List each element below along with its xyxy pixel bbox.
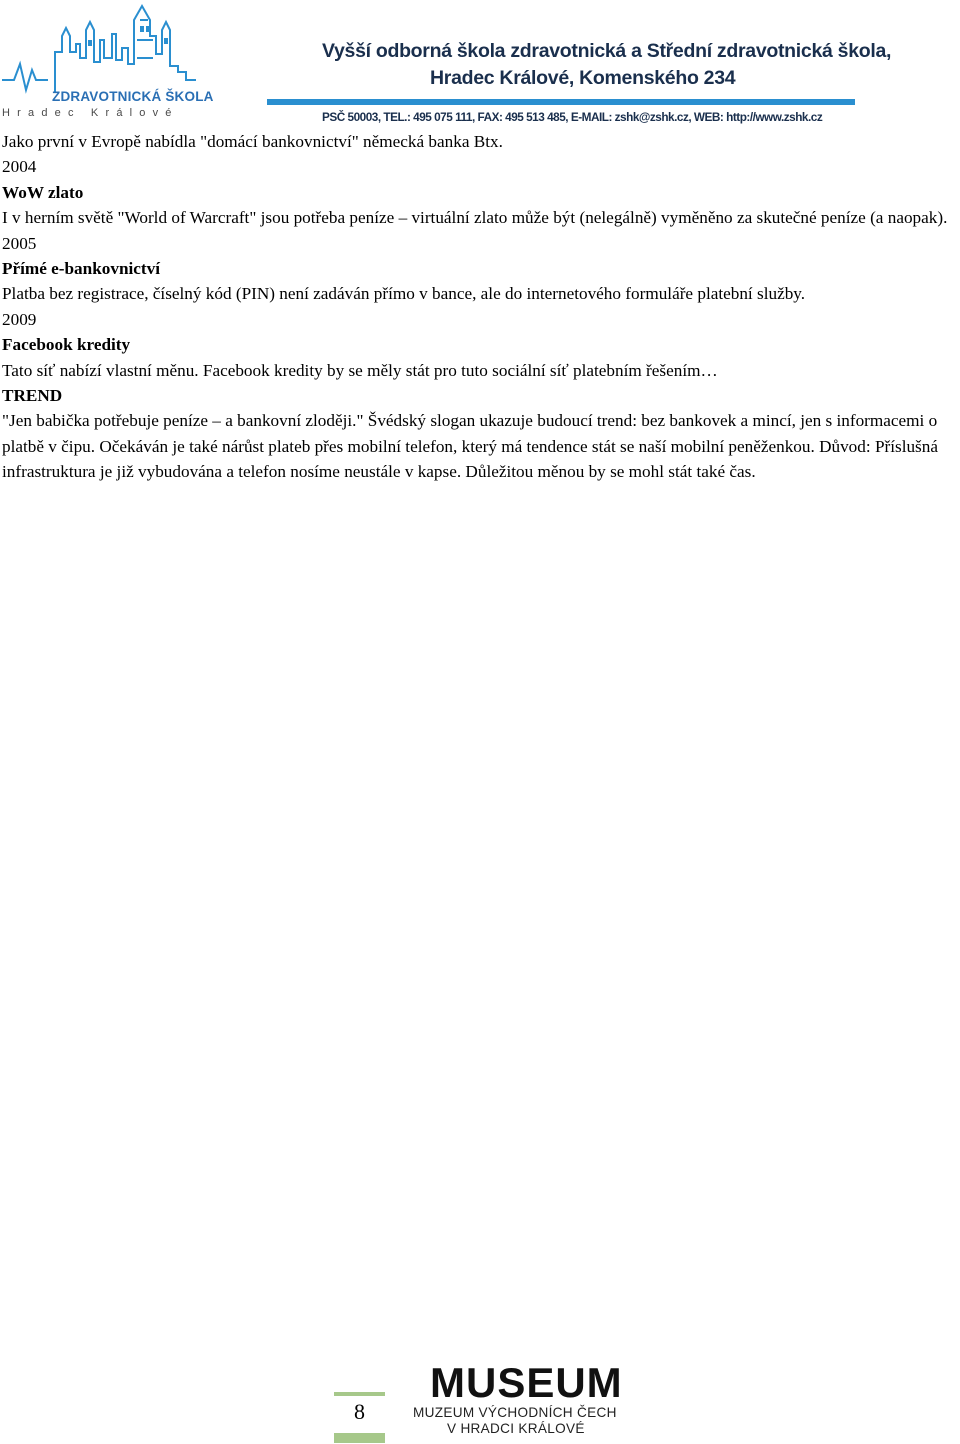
entry-text: Tato síť nabízí vlastní měnu. Facebook kredity by se měly stát pro tuto sociální síť platebním řešením… (2, 360, 718, 380)
page-number-top-bar (334, 1392, 385, 1396)
school-logo (0, 0, 214, 126)
museum-city: V HRADCI KRÁLOVÉ (447, 1421, 585, 1436)
museum-logo: MUSEUM (430, 1359, 623, 1406)
school-contact: PSČ 50003, TEL.: 495 075 111, FAX: 495 513 485, E-MAIL: zshk@zshk.cz, WEB: http://www.zshk.cz (322, 110, 823, 124)
entry-title: Přímé e-bankovnictví (2, 259, 161, 279)
museum-name: MUZEUM VÝCHODNÍCH ČECH (413, 1405, 617, 1420)
entry-title: WoW zlato (2, 182, 84, 202)
page-number: 8 (354, 1399, 365, 1424)
school-address: Hradec Králové, Komenského 234 (430, 67, 736, 89)
school-name: Vyšší odborná škola zdravotnická a Střední zdravotnická škola, (322, 40, 892, 62)
intro-paragraph: Jako první v Evropě nabídla "domácí bankovnictví" německá banka Btx. (2, 132, 503, 151)
entry-title: Facebook kredity (2, 335, 131, 355)
logo-city: Hradec Králové (2, 107, 179, 119)
trend-heading: TREND (2, 386, 63, 406)
document-body (2, 129, 960, 485)
logo-school-type: ZDRAVOTNICKÁ ŠKOLA (52, 89, 214, 104)
page-footer (0, 1355, 960, 1444)
entry-year: 2009 (2, 309, 37, 329)
entry-text: Platba bez registrace, číselný kód (PIN) není zadáván přímo v bance, ale do internetového formuláře platební služby. (2, 284, 806, 304)
header-divider (267, 99, 855, 105)
page-number-bottom-bar (334, 1433, 385, 1443)
entry-text: I v herním světě "World of Warcraft" jsou potřeba peníze – virtuální zlato může být (nelegálně) vyměněno za skutečné peníze (a naopak). (2, 208, 948, 228)
entry-year: 2004 (2, 157, 37, 177)
city-skyline-heartbeat-icon (0, 0, 200, 100)
page-number-box (334, 1392, 385, 1444)
page-header (0, 0, 960, 128)
trend-text: "Jen babička potřebuje peníze – a bankovní zloději." Švédský slogan ukazuje budoucí trend: bez bankovek a mincí, jen s informacemi o platbě v čipu. Očekáván je také nárůst plateb přes mobilní telefon, který má tendence stát se naší mobilní peněženkou. Důvod: Příslušná infrastruktura je již vybudována a telefon nosíme neustále v kapse. Důležitou měnou by se mohl stát také čas. (2, 411, 938, 482)
entry-year: 2005 (2, 233, 37, 253)
